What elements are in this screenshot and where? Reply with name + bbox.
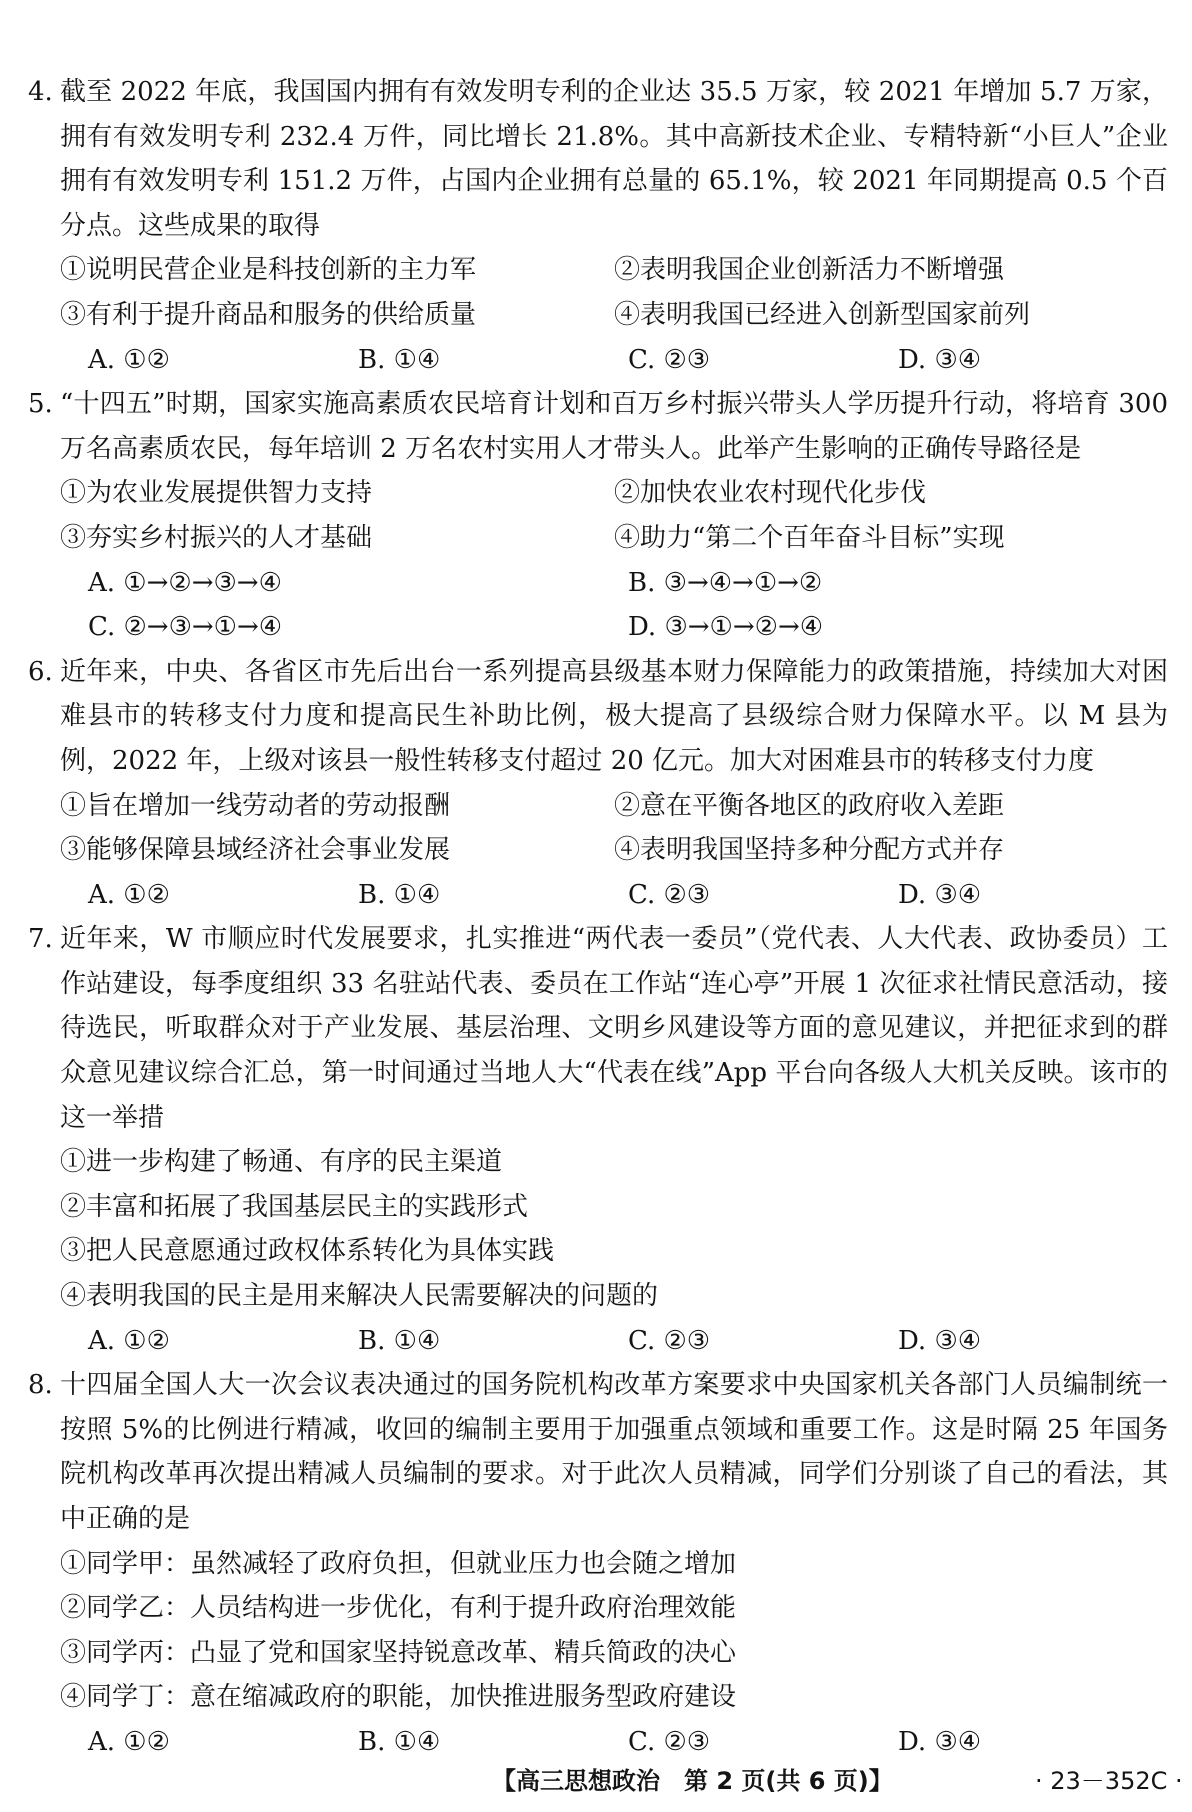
choice-b: B. ③→④→①→② [628,567,823,598]
choice-c: C. ②③ [628,344,711,375]
option-2: ②丰富和拓展了我国基层民主的实践形式 [60,1191,529,1222]
option-2: ②加快农业农村现代化步伐 [614,478,927,509]
question-6 [28,650,1168,918]
choice-d: D. ③④ [898,1726,982,1757]
choice-b: B. ①④ [358,1325,441,1356]
option-row [60,784,1168,829]
question-stem: “十四五”时期，国家实施高素质农民培育计划和百万乡村振兴带头人学历提升行动，将培育 300 万名高素质农民，每年培训 2 万名农村实用人才带头人。此举产生影响的正确传导路径是 [60,389,1168,464]
question-number: 4. [28,77,53,107]
question-7 [28,917,1168,1363]
option-3: ③有利于提升商品和服务的供给质量 [60,299,477,330]
option-1: ①为农业发展提供智力支持 [60,478,373,509]
option-row [60,828,1168,873]
option-4: ④表明我国的民主是用来解决人民需要解决的问题的 [60,1281,659,1312]
choice-c: C. ②③ [628,1325,711,1356]
option-row [60,248,1168,293]
answer-choices [88,1720,1168,1765]
choice-b: B. ①④ [358,879,441,910]
answer-choices [88,873,1168,918]
question-list [28,70,1168,1765]
question-8 [28,1363,1168,1764]
option-4: ④助力“第二个百年奋斗目标”实现 [614,522,1005,553]
answer-choices [88,561,1168,650]
answer-choices [88,338,1168,383]
question-5 [28,382,1168,650]
choice-a: A. ①② [88,879,170,910]
option-1: ①说明民营企业是科技创新的主力军 [60,255,477,286]
choice-d: D. ③④ [898,1325,982,1356]
question-4 [28,70,1168,382]
question-stem: 截至 2022 年底，我国国内拥有有效发明专利的企业达 35.5 万家，较 2021 年增加 5.7 万家，拥有有效发明专利 232.4 万件，同比增长 21.8%。其中高新技术企业、专精特新“小巨人”企业拥有有效发明专利 151.2 万件，占国内企业拥有总量的 65.1%，较 2021 年同期提高 0.5 个百分点。这些成果的取得 [60,77,1168,241]
choice-c: C. ②③ [628,1726,711,1757]
question-stem: 近年来，W 市顺应时代发展要求，扎实推进“两代表一委员”（党代表、人大代表、政协委员）工作站建设，每季度组织 33 名驻站代表、委员在工作站“连心亭”开展 1 次征求社情民意活动，接待选民，听取群众对于产业发展、基层治理、文明乡风建设等方面的意见建议，并把征求到的群众意见建议综合汇总，第一时间通过当地人大“代表在线”App 平台向各级人大机关反映。该市的这一举措 [60,924,1168,1133]
choice-a: A. ①→②→③→④ [88,567,282,598]
option-1: ①进一步构建了畅通、有序的民主渠道 [60,1147,503,1178]
choice-b: B. ①④ [358,1726,441,1757]
choice-a: A. ①② [88,1726,170,1757]
question-number: 5. [28,389,53,420]
option-2: ②意在平衡各地区的政府收入差距 [614,790,1005,821]
choice-a: A. ①② [88,344,170,375]
answer-choices [88,1319,1168,1364]
choice-c: C. ②→③→①→④ [88,612,283,643]
choice-c: C. ②③ [628,879,711,910]
option-2: ②表明我国企业创新活力不断增强 [614,255,1005,286]
footer-paper-code: · 23－352C · [1035,1767,1183,1795]
option-3: ③夯实乡村振兴的人才基础 [60,522,373,553]
choice-a: A. ①② [88,1325,170,1356]
choice-d: D. ③④ [898,344,982,375]
question-number: 6. [28,656,53,687]
option-4: ④表明我国坚持多种分配方式并存 [614,835,1005,866]
option-3: ③能够保障县域经济社会事业发展 [60,835,451,866]
option-row [60,471,1168,516]
question-number: 8. [28,1370,53,1401]
question-stem: 十四届全国人大一次会议表决通过的国务院机构改革方案要求中央国家机关各部门人员编制统一按照 5%的比例进行精减，收回的编制主要用于加强重点领域和重要工作。这是时隔 25 年国务院机构改革再次提出精减人员编制的要求。对于此次人员精减，同学们分别谈了自己的看法，其中正确的是 [60,1370,1168,1534]
option-4: ④表明我国已经进入创新型国家前列 [614,299,1031,330]
footer-page-info: 【高三思想政治 第 2 页(共 6 页)】 [492,1767,893,1795]
option-1: ①旨在增加一线劳动者的劳动报酬 [60,790,451,821]
option-3: ③同学丙：凸显了党和国家坚持锐意改革、精兵简政的决心 [60,1637,737,1668]
choice-d: D. ③④ [898,879,982,910]
question-stem: 近年来，中央、各省区市先后出台一系列提高县级基本财力保障能力的政策措施，持续加大对困难县市的转移支付力度和提高民生补助比例，极大提高了县级综合财力保障水平。以 M 县为例，2022 年，上级对该县一般性转移支付超过 20 亿元。加大对困难县市的转移支付力度 [60,656,1168,776]
option-1: ①同学甲：虽然减轻了政府负担，但就业压力也会随之增加 [60,1548,737,1579]
choice-b: B. ①④ [358,344,441,375]
option-row [60,516,1168,561]
question-number: 7. [28,924,53,955]
choice-d: D. ③→①→②→④ [628,612,824,643]
option-row [60,293,1168,338]
option-2: ②同学乙：人员结构进一步优化，有利于提升政府治理效能 [60,1593,737,1624]
option-4: ④同学丁：意在缩减政府的职能，加快推进服务型政府建设 [60,1682,737,1713]
option-3: ③把人民意愿通过政权体系转化为具体实践 [60,1236,555,1267]
